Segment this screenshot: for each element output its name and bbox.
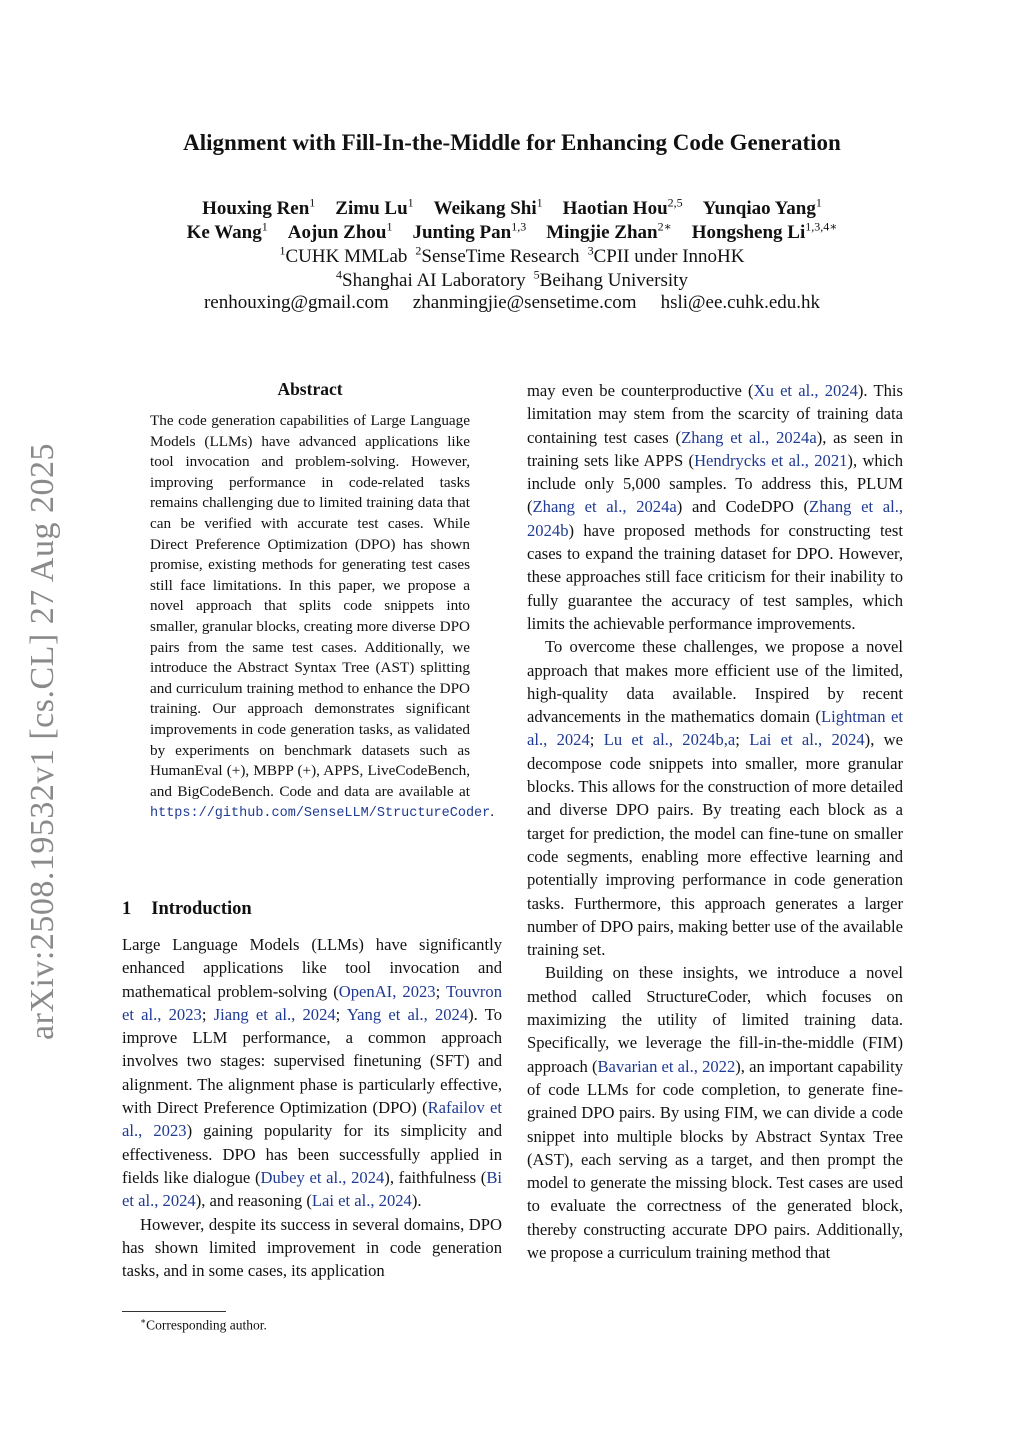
body-text: ). — [411, 1191, 422, 1211]
affiliation-2 — [588, 246, 745, 267]
body-text: However, despite its success in several domains, DPO has shown limited improvement in code generation tasks, and in some cases, its application — [122, 1214, 502, 1281]
affiliation-line-2 — [0, 268, 1024, 292]
body-text: To overcome these challenges, we propose a novel approach that makes more efficient use of the limited, high-quality data available. Inspired by recent advancements in the mathematics domain ( — [527, 637, 903, 727]
citation-link[interactable]: Zhang et al., 2024b — [527, 497, 904, 540]
body-text: Building on these insights, we introduce a novel method called StructureCoder, which focuses on maximizing the utility of limited training data. Specifically, we leverage the fill-in-the-middle (FIM) approach ( — [527, 963, 903, 1076]
affiliation-0 — [280, 246, 408, 267]
author-1 — [335, 198, 413, 219]
affiliation-mark: 1 — [279, 244, 286, 258]
citation-link[interactable]: Hendrycks et al., 2021 — [694, 450, 848, 470]
author-name: Yunqiao Yang — [702, 198, 816, 220]
citation-link[interactable]: Lightman et al., 2024 — [527, 707, 903, 750]
citation-link[interactable]: Bi et al., 2024 — [122, 1167, 503, 1211]
affiliation-mark: 5 — [533, 268, 540, 282]
body-text: ; — [435, 981, 446, 1001]
affiliation-1 — [415, 246, 579, 267]
body-text: ), we decompose code snippets into smaller, more granular blocks. This allows for the construction of more detailed and diverse DPO pairs. By treating each block as a target for prediction, the model can fine-tune on smaller code segments, enabling more effective learning and potentially improving performance in code generation tasks. Furthermore, this approach generates a larger number of DPO pairs, making better use of the available training set. — [527, 730, 903, 960]
footnote-mark: ∗ — [140, 1316, 147, 1326]
intro-paragraph-2 — [122, 1213, 502, 1283]
author-name: Haotian Hou — [562, 198, 668, 220]
citation-link[interactable]: OpenAI, 2023 — [338, 981, 436, 1001]
author-affil-mark: 1,3,4∗ — [805, 220, 838, 234]
author-line-1 — [0, 196, 1024, 220]
email-address: renhouxing@gmail.com — [203, 292, 389, 313]
citation-link[interactable]: Dubey et al., 2024 — [260, 1167, 385, 1187]
footnote-rule — [122, 1311, 226, 1312]
body-text: ) gaining popularity for its simplicity and effectiveness. DPO has been successfully applied in fields like dialogue ( — [122, 1121, 502, 1187]
author-name: Houxing Ren — [202, 198, 310, 220]
author-name: Aojun Zhou — [287, 222, 387, 244]
body-text: ) and CodeDPO ( — [676, 497, 810, 517]
author-affil-mark: 1 — [261, 220, 268, 234]
email-address: zhanmingjie@sensetime.com — [412, 292, 637, 313]
body-text: ) have proposed methods for constructing test cases to expand the training dataset for DPO. However, these approaches still face criticism for their inability to fully guarantee the accuracy of test samples, which limits the achievable performance improvements. — [527, 520, 903, 633]
affiliation-mark: 3 — [587, 244, 594, 258]
affiliation-mark: 4 — [336, 268, 343, 282]
affiliation-name: SenseTime Research — [421, 246, 580, 268]
author-0 — [187, 222, 268, 243]
author-name: Zimu Lu — [335, 198, 408, 220]
author-3 — [546, 222, 672, 243]
author-4 — [703, 198, 822, 219]
affiliation-1 — [534, 270, 688, 291]
affiliation-0 — [336, 270, 526, 291]
body-text: ; — [589, 730, 604, 750]
body-text: ), an important capability of code LLMs for code completion, to generate fine-grained DPO pairs. By using FIM, we can divide a code snippet into multiple blocks by Abstract Syntax Tree (AST), each serving as a target, and then prompt the model to generate the missing block. Test cases are used to evaluate the correctness of the generated block, thereby constructing accurate DPO pairs. Additionally, we propose a curriculum training method that — [527, 1056, 903, 1262]
arxiv-identifier: arXiv:2508.19532v1 [cs.CL] 27 Aug 2025 — [24, 443, 61, 1040]
right-paragraph-2 — [527, 635, 903, 961]
left-column-body — [122, 933, 502, 1282]
author-name: Weikang Shi — [433, 198, 537, 220]
body-text: ). This limitation may stem from the scarcity of training data containing test cases ( — [527, 381, 903, 447]
author-name: Mingjie Zhan — [546, 222, 658, 244]
affiliation-name: CUHK MMLab — [285, 246, 408, 268]
body-text: ). To improve LLM performance, a common approach involves two stages: supervised finetuning (SFT) and alignment. The alignment phase is particularly effective, with Direct Preference Optimization (DPO) ( — [122, 1004, 502, 1118]
body-text: ), as seen in training sets like APPS ( — [527, 427, 904, 470]
affiliation-mark: 2 — [415, 244, 422, 258]
citation-link[interactable]: Rafailov et al., 2023 — [122, 1098, 502, 1141]
affiliation-line-1 — [0, 244, 1024, 268]
author-affil-mark: 2∗ — [657, 220, 672, 234]
author-name: Ke Wang — [186, 222, 262, 244]
intro-paragraph-1 — [122, 933, 502, 1213]
body-text: may even be counterproductive ( — [527, 381, 754, 400]
author-affil-mark: 1,3 — [511, 220, 527, 234]
author-line-2 — [0, 220, 1024, 244]
footnote — [140, 1316, 267, 1334]
body-text: ), faithfulness ( — [384, 1167, 487, 1187]
citation-link[interactable]: Zhang et al., 2024a — [681, 427, 817, 447]
body-text: ; — [335, 1004, 347, 1024]
citation-link[interactable]: Jiang et al., 2024 — [213, 1004, 336, 1024]
author-1 — [288, 222, 393, 243]
right-column-body — [527, 379, 903, 1264]
footnote-text: Corresponding author. — [146, 1317, 267, 1333]
author-name: Junting Pan — [412, 222, 512, 244]
body-text: Large Language Models (LLMs) have significantly enhanced applications like tool invocation and mathematical problem-solving ( — [122, 935, 502, 1001]
section-heading-introduction — [122, 898, 502, 921]
author-affil-mark: 1 — [407, 196, 414, 210]
citation-link[interactable]: Lu et al., 2024b,a — [603, 730, 736, 750]
author-0 — [202, 198, 315, 219]
code-repo-link[interactable]: https://github.com/SenseLLM/StructureCoder — [150, 806, 491, 822]
author-name: Hongsheng Li — [691, 222, 806, 244]
author-4 — [692, 222, 838, 243]
right-paragraph-3 — [527, 961, 903, 1264]
author-affil-mark: 1 — [815, 196, 822, 210]
abstract-body — [150, 411, 495, 825]
author-2 — [434, 198, 543, 219]
citation-link[interactable]: Lai et al., 2024 — [749, 730, 865, 750]
author-3 — [563, 198, 683, 219]
email-line — [0, 292, 1024, 314]
body-text: ), and reasoning ( — [195, 1191, 312, 1211]
author-affil-mark: 1 — [386, 220, 393, 234]
citation-link[interactable]: Yang et al., 2024 — [346, 1004, 469, 1024]
abstract-text: The code generation capabilities of Large Language Models (LLMs) have advanced applications like tool invocation and problem-solving. However, improving performance in code-related tasks remains challenging due to limited training data that can be verified with accurate test cases. While Direct Preference Optimization (DPO) has shown promise, existing methods for generating test cases still face limitations. In this paper, we propose a novel approach that splits code snippets into smaller, granular blocks, creating more diverse DPO pairs from the same test cases. Additionally, we introduce the Abstract Syntax Tree (AST) splitting and curriculum training method to enhance the DPO training. Our approach demonstrates significant improvements in code generation tasks, as validated by experiments on benchmark datasets such as HumanEval (+), MBPP (+), APPS, LiveCodeBench, and BigCodeBench. Code and data are available at — [150, 412, 470, 800]
body-text: ; — [735, 730, 750, 750]
affiliation-name: Shanghai AI Laboratory — [342, 270, 526, 292]
affiliation-name: Beihang University — [539, 270, 688, 292]
citation-link[interactable]: Lai et al., 2024 — [311, 1191, 412, 1211]
section-number: 1 — [122, 899, 132, 919]
citation-link[interactable]: Zhang et al., 2024a — [532, 497, 677, 517]
affiliation-name: CPII under InnoHK — [593, 246, 745, 268]
author-affil-mark: 2,5 — [667, 196, 683, 210]
citation-link[interactable]: Touvron et al., 2023 — [122, 981, 502, 1024]
author-2 — [412, 222, 526, 243]
section-title: Introduction — [151, 899, 252, 919]
body-text: ), which include only 5,000 samples. To address this, PLUM ( — [527, 450, 903, 517]
author-affil-mark: 1 — [309, 196, 316, 210]
paper-title: Alignment with Fill-In-the-Middle for Enhancing Code Generation — [183, 130, 841, 155]
abstract-end: . — [490, 803, 495, 821]
email-address: hsli@ee.cuhk.edu.hk — [660, 292, 821, 313]
author-affil-mark: 1 — [536, 196, 543, 210]
right-paragraph-1 — [527, 379, 903, 635]
citation-link[interactable]: Xu et al., 2024 — [753, 381, 858, 400]
abstract-heading: Abstract — [277, 379, 343, 399]
citation-link[interactable]: Bavarian et al., 2022 — [597, 1056, 736, 1076]
body-text: ; — [201, 1004, 214, 1024]
